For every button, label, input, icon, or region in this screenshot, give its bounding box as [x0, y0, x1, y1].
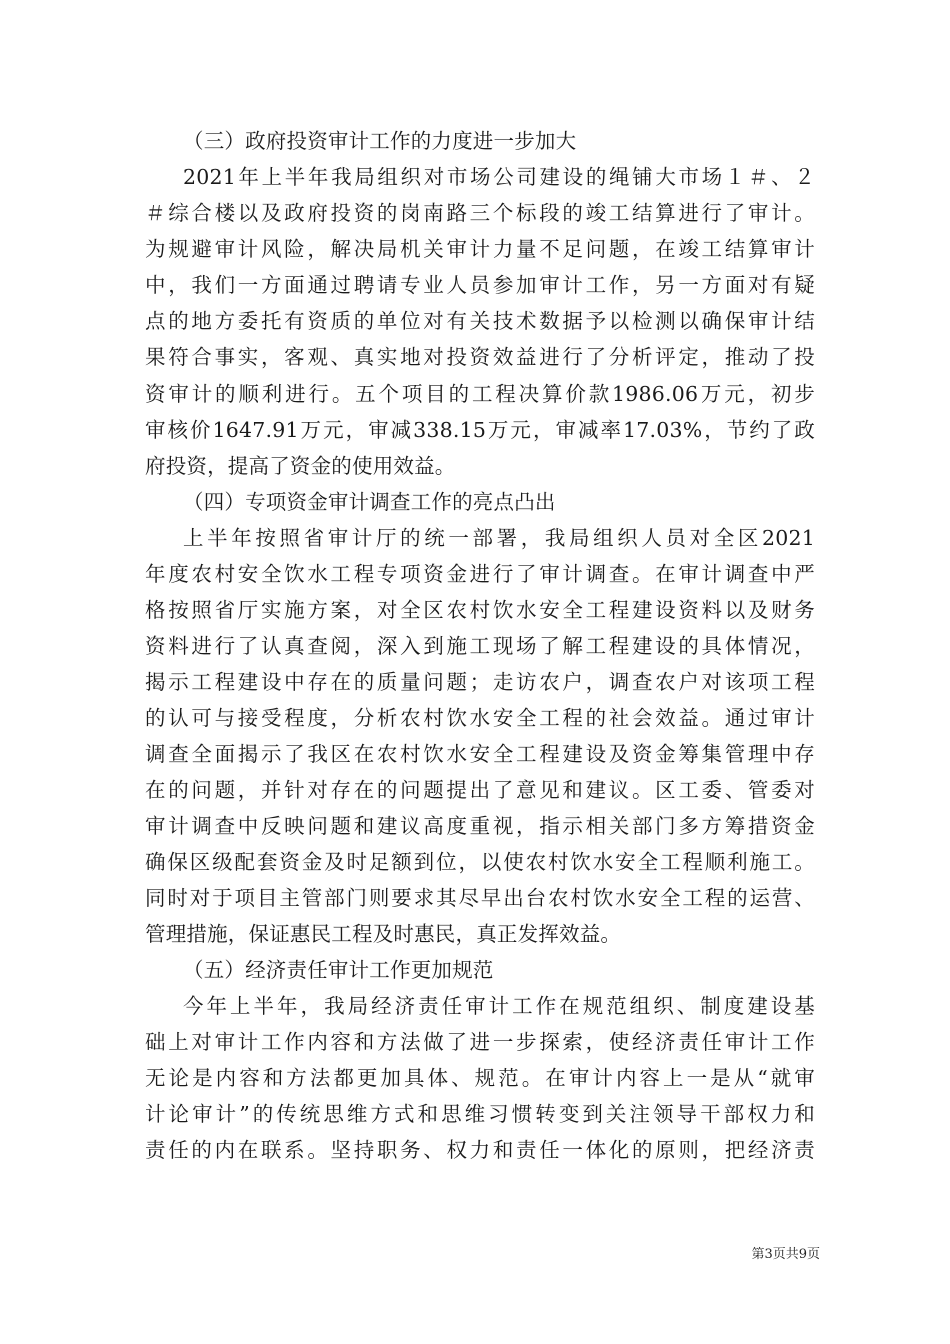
- paragraph-line: 计论审计”的传统思维方式和思维习惯转变到关注领导干部权力和: [145, 1102, 815, 1126]
- paragraph-line: 上半年按照省审计厅的统一部署，我局组织人员对全区2021: [183, 526, 815, 550]
- paragraph-line: 今年上半年，我局经济责任审计工作在规范组织、制度建设基: [183, 994, 815, 1018]
- paragraph-line: 府投资，提高了资金的使用效益。: [145, 454, 456, 478]
- paragraph-line: 果符合事实，客观、真实地对投资效益进行了分析评定，推动了投: [145, 345, 815, 369]
- paragraph-line: 在的问题，并针对存在的问题提出了意见和建议。区工委、管委对: [145, 778, 815, 802]
- paragraph-line: 确保区级配套资金及时足额到位，以使农村饮水安全工程顺利施工。: [145, 850, 815, 874]
- paragraph-line: 格按照省厅实施方案，对全区农村饮水安全工程建设资料以及财务: [145, 598, 815, 622]
- paragraph-line: 资审计的顺利进行。五个项目的工程决算价款1986.06万元，初步: [145, 382, 815, 406]
- paragraph-line: 责任的内在联系。坚持职务、权力和责任一体化的原则，把经济责: [145, 1138, 815, 1162]
- page-number: 第3页共9页: [751, 1247, 820, 1262]
- paragraph-line: 的认可与接受程度，分析农村饮水安全工程的社会效益。通过审计: [145, 706, 815, 730]
- section-heading-4: （四）专项资金审计调查工作的亮点凸出: [183, 490, 556, 514]
- paragraph-line: 2021年上半年我局组织对市场公司建设的绳铺大市场１＃、２: [183, 165, 815, 189]
- section-heading-5: （五）经济责任审计工作更加规范: [183, 958, 494, 982]
- paragraph-line: 同时对于项目主管部门则要求其尽早出台农村饮水安全工程的运营、: [145, 886, 815, 910]
- paragraph-line: 揭示工程建设中存在的质量问题；走访农户，调查农户对该项工程: [145, 670, 815, 694]
- paragraph-line: 年度农村安全饮水工程专项资金进行了审计调查。在审计调查中严: [145, 562, 815, 586]
- paragraph-line: 中，我们一方面通过聘请专业人员参加审计工作，另一方面对有疑: [145, 273, 815, 297]
- paragraph-line: 审计调查中反映问题和建议高度重视，指示相关部门多方筹措资金: [145, 814, 815, 838]
- paragraph-line: 调查全面揭示了我区在农村饮水安全工程建设及资金筹集管理中存: [145, 742, 815, 766]
- paragraph-line: 资料进行了认真查阅，深入到施工现场了解工程建设的具体情况，: [145, 634, 815, 658]
- paragraph-line: ＃综合楼以及政府投资的岗南路三个标段的竣工结算进行了审计。: [145, 201, 815, 225]
- paragraph-line: 础上对审计工作内容和方法做了进一步探索，使经济责任审计工作: [145, 1030, 815, 1054]
- paragraph-line: 为规避审计风险，解决局机关审计力量不足问题，在竣工结算审计: [145, 237, 815, 261]
- paragraph-line: 管理措施，保证惠民工程及时惠民，真正发挥效益。: [145, 922, 622, 946]
- section-heading-3: （三）政府投资审计工作的力度进一步加大: [183, 129, 577, 153]
- paragraph-line: 审核价1647.91万元，审减338.15万元，审减率17.03%，节约了政: [145, 418, 815, 442]
- paragraph-line: 点的地方委托有资质的单位对有关技术数据予以检测以确保审计结: [145, 309, 815, 333]
- paragraph-line: 无论是内容和方法都更加具体、规范。在审计内容上一是从“就审: [145, 1066, 815, 1090]
